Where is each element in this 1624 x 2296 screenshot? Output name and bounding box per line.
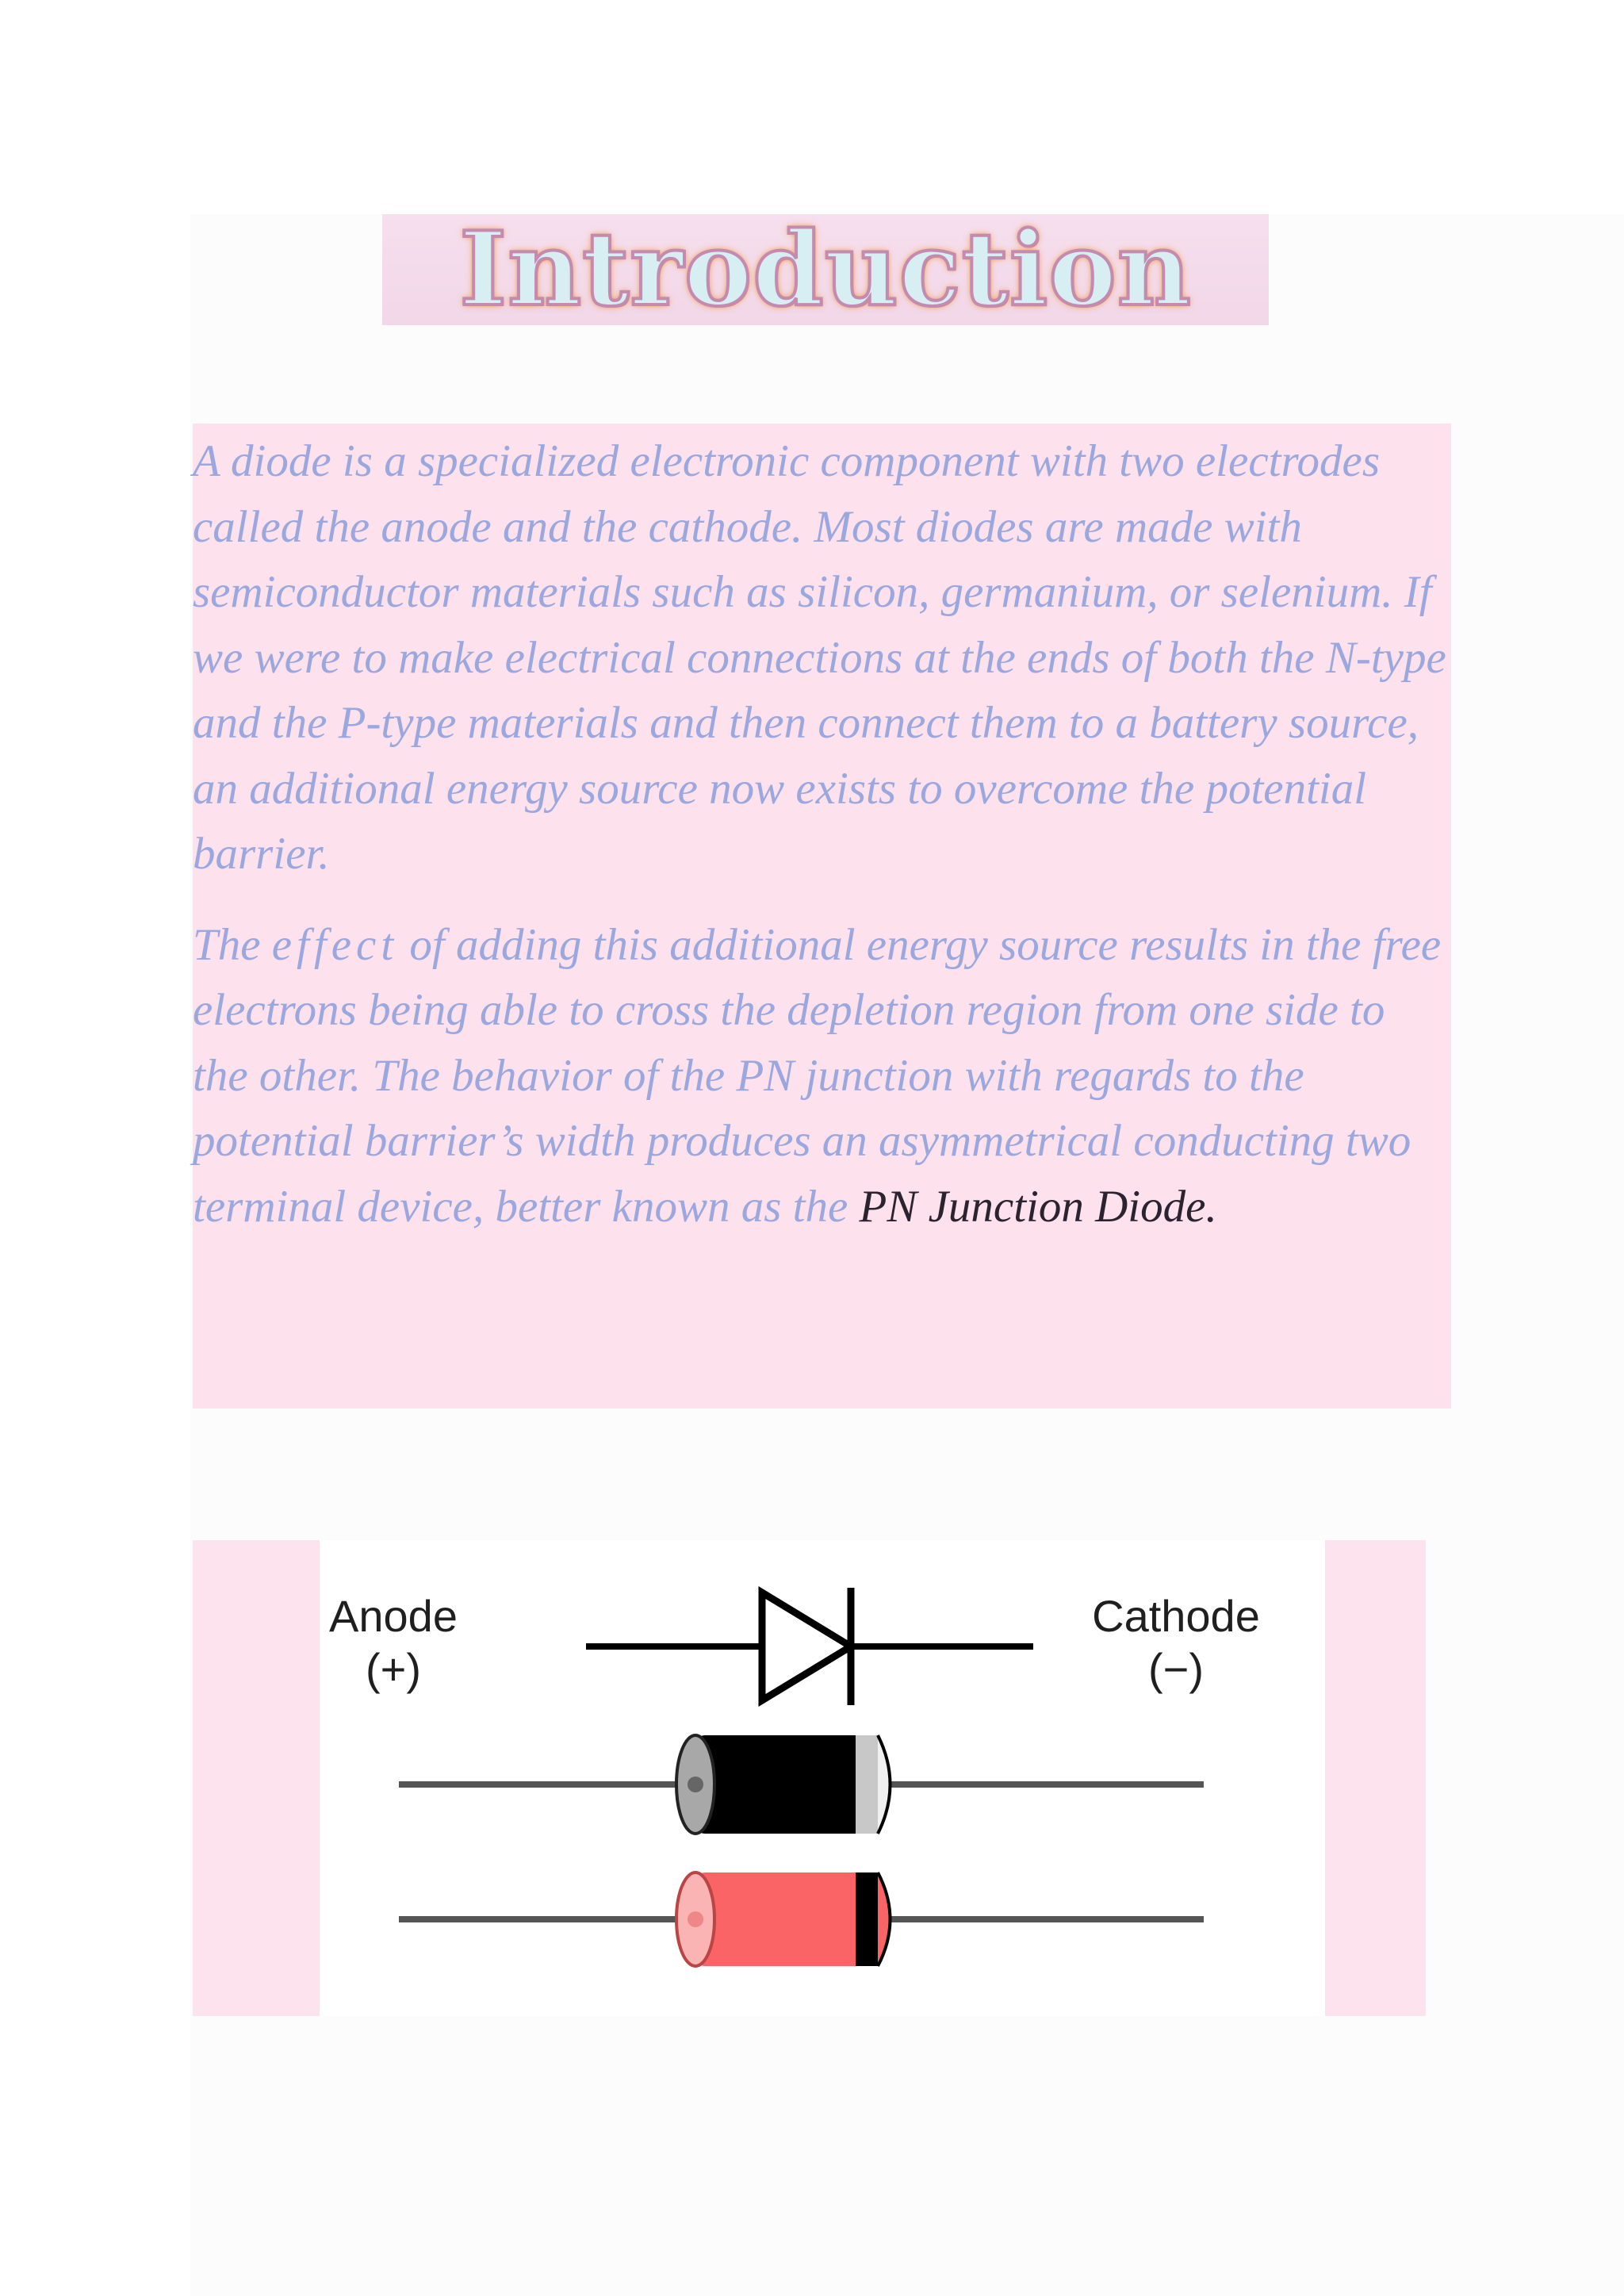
anode-label: Anode xyxy=(329,1591,458,1641)
black-diode-component-icon xyxy=(399,1735,1204,1834)
intro-text-block xyxy=(193,424,1451,1409)
cathode-sign: (−) xyxy=(1148,1644,1204,1694)
pn-junction-diode-term: PN Junction Diode. xyxy=(859,1181,1217,1232)
diode-symbol-icon xyxy=(586,1588,1033,1705)
diode-figure xyxy=(193,1540,1426,2016)
red-diode-component-icon xyxy=(399,1872,1204,1966)
cathode-label: Cathode xyxy=(1092,1591,1260,1641)
title-banner xyxy=(382,210,1269,329)
paragraph-2 xyxy=(193,913,1451,1240)
diode-diagram-svg xyxy=(320,1540,1325,2016)
paragraph-2-effect-word: effect xyxy=(271,919,399,970)
paragraph-2-body: of adding this additional energy source results in the free electrons being able to cross the depletion region from one side to the other. The behavior of the PN junction with regards to the potential barrier’s width produces an asymmetrical conducting two terminal device, better known as the xyxy=(193,919,1442,1232)
paragraph-2-lead: The xyxy=(193,919,261,970)
anode-sign: (+) xyxy=(366,1644,421,1694)
diode-figure-image xyxy=(320,1540,1325,2016)
paragraph-1: A diode is a specialized electronic component with two electrodes called the anode and the cathode. Most diodes are made with semiconductor materials such as silicon, germanium, or selenium. If we were to make electrical connections at the ends of both the N-type and the P-type materials and then connect them to a battery source, an additional energy source now exists to overcome the potential barrier. xyxy=(193,436,1446,879)
page-title: Introduction xyxy=(459,210,1192,329)
